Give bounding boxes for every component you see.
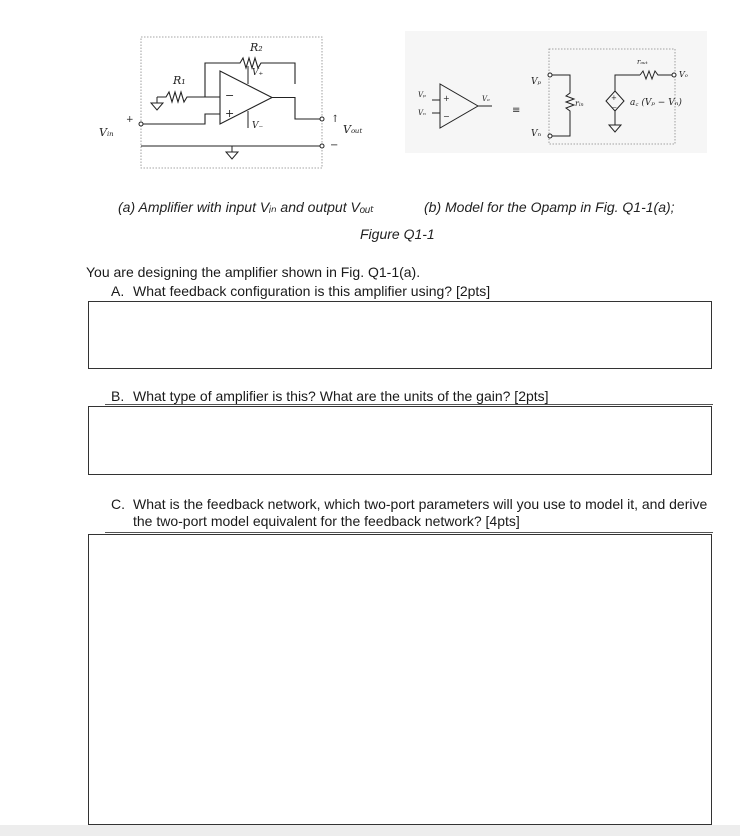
vout-label-area bbox=[326, 108, 386, 153]
divider-line bbox=[105, 532, 713, 533]
source-minus: − bbox=[612, 104, 618, 111]
answer-box-c[interactable] bbox=[88, 534, 712, 825]
equivalence-sign: ≡ bbox=[512, 105, 521, 116]
v-minus-label: V₋ bbox=[252, 121, 264, 131]
r1-label: R₁ bbox=[173, 74, 186, 87]
source-expression: a꜀ (Vₚ − Vₙ) bbox=[630, 98, 682, 108]
vin-plus-sign: + bbox=[126, 115, 134, 125]
vout-plus-sign: ↑ bbox=[331, 114, 340, 125]
vout-minus-sign: − bbox=[330, 140, 339, 151]
caption-figure-a: (a) Amplifier with input Vᵢₙ and output Vₒᵤₜ bbox=[118, 199, 375, 215]
vout-terminal bbox=[320, 117, 324, 121]
question-letter: C. bbox=[111, 496, 125, 512]
vp-left-label: Vₚ bbox=[418, 91, 426, 99]
page-footer-bar bbox=[0, 825, 740, 836]
r1-resistor-icon bbox=[157, 92, 205, 102]
vn-right-label: Vₙ bbox=[531, 129, 542, 139]
question-letter: B. bbox=[111, 388, 125, 404]
vin-label-area bbox=[95, 100, 145, 150]
source-plus: + bbox=[611, 94, 617, 102]
figure-b-opamp-model bbox=[405, 31, 707, 153]
intro-text: You are designing the amplifier shown in Fig. Q1-1(a). bbox=[86, 264, 421, 280]
opamp-plus-sign: + bbox=[225, 107, 235, 120]
vout-label: Vₒᵤₜ bbox=[343, 123, 363, 136]
question-c bbox=[111, 496, 711, 530]
ground-symbol-icon bbox=[226, 146, 238, 159]
r2-label: R₂ bbox=[250, 41, 263, 54]
question-letter: A. bbox=[111, 283, 125, 299]
vin-label: Vᵢₙ bbox=[99, 126, 114, 139]
rout-label: rₒᵤₜ bbox=[637, 58, 648, 66]
opamp-b-plus: + bbox=[443, 94, 450, 103]
opamp-minus-sign: − bbox=[225, 89, 235, 102]
v-plus-label: V₊ bbox=[252, 68, 264, 78]
question-text: What feedback configuration is this amplifier using? [2pts] bbox=[133, 283, 491, 299]
answer-box-a[interactable] bbox=[88, 301, 712, 369]
answer-box-b[interactable] bbox=[88, 406, 712, 475]
vo-right-label: Vₒ bbox=[679, 70, 688, 79]
vn-left-label: Vₙ bbox=[418, 109, 426, 117]
opamp-b-minus: − bbox=[443, 112, 450, 121]
vo-left-label: Vₒ bbox=[482, 95, 490, 103]
question-text: What type of amplifier is this? What are the units of the gain? [2pts] bbox=[133, 388, 549, 404]
rin-label: rᵢₙ bbox=[575, 99, 584, 108]
ground-symbol-icon bbox=[151, 97, 163, 110]
vp-right-label: Vₚ bbox=[531, 77, 542, 87]
figure-label: Figure Q1-1 bbox=[360, 226, 435, 242]
caption-figure-b: (b) Model for the Opamp in Fig. Q1-1(a); bbox=[424, 199, 675, 215]
vout-ground-terminal bbox=[320, 144, 324, 148]
r2-resistor-icon bbox=[205, 58, 295, 84]
figure-a-amplifier-schematic bbox=[135, 31, 327, 171]
question-text: What is the feedback network, which two-port parameters will you use to model it, and derive the two-port model equivalent for the feedback network? [4pts] bbox=[133, 496, 708, 529]
